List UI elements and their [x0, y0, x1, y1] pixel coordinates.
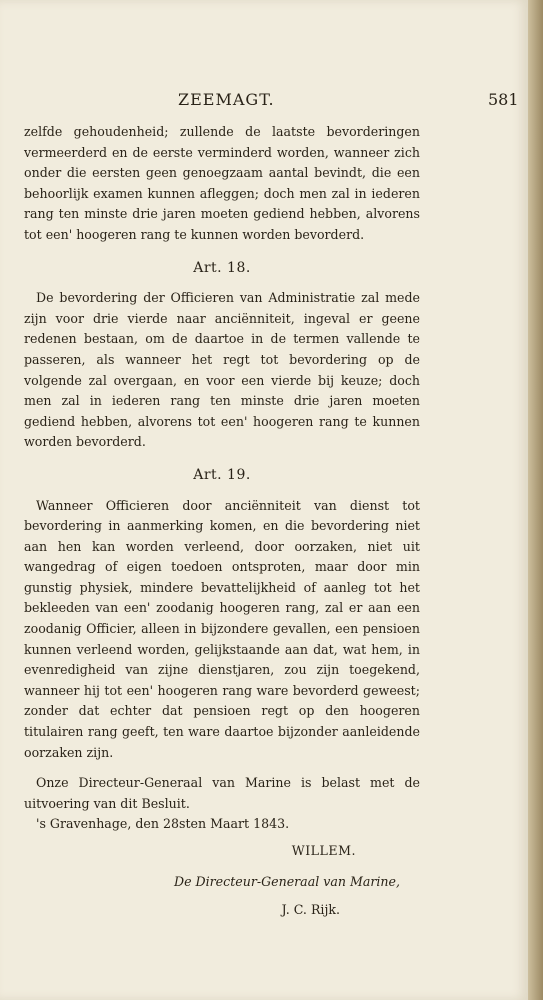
page-number: 581: [488, 90, 519, 109]
page-body: [24, 122, 420, 921]
intro-paragraph: zelfde gehoudenheid; zullende de laatste bevorderingen vermeerderd en de eerste verminderd worden, wanneer zich onder die eersten geen genoegzaam aantal bevindt, die een behoorlijk examen kunnen afleggen; doch men zal in iederen rang ten minste drie jaren moeten gediend hebben, alvorens tot een' hoogeren rang te kunnen worden bevorderd.: [24, 124, 420, 242]
running-title: ZEEMAGT.: [178, 90, 275, 109]
place-date: 's Gravenhage, den 28sten Maart 1843.: [36, 816, 290, 832]
page-edge: [528, 0, 543, 1000]
execution-clause: Onze Directeur-Generaal van Marine is belast met de uitvoering van dit Besluit.: [24, 775, 420, 811]
page-header: [0, 90, 528, 112]
article-19-text: Wanneer Officieren door anciënniteit van dienst tot bevordering in aanmerking komen, en die bevordering niet aan hen kan worden verleend, door oorzaken, niet uit wangedrag of eigen toedoen ontsproten, maar door min gunstig physiek, mindere bevattelijkheid of aanleg tot het bekleeden van een' zoodanig hoogeren rang, zal er aan een zoodanig Officier, alleen in bijzondere gevallen, een pensioen kunnen verleend worden, gelijkstaande aan dat, wat hem, in evenredigheid van zijne dienstjaren, zou zijn toegekend, wanneer hij tot een' hoogeren rang ware bevorderd geweest; zonder dat echter dat pensioen regt op den hoogeren titulairen rang geeft, ten ware daartoe bijzonder aanleidende oorzaken zijn.: [24, 497, 420, 760]
article-18-text: De bevordering der Officieren van Administratie zal mede zijn voor drie vierde naar anciënniteit, ingeval er geene redenen bestaan, om de daartoe in de termen vallende te passeren, als wanneer het regt tot bevordering op de volgende zal overgaan, en voor een vierde bij keuze; doch men zal in iederen rang ten minste drie jaren moeten gediend hebben, alvorens tot een' hoogeren rang te kunnen worden bevorderd.: [24, 290, 420, 450]
article-18-heading: Art. 18.: [193, 259, 251, 276]
royal-signature: WILLEM.: [291, 843, 356, 858]
official-name: J. C. Rijk.: [281, 902, 340, 918]
official-title: De Directeur-Generaal van Marine,: [173, 873, 400, 889]
article-19-heading: Art. 19.: [193, 466, 251, 483]
